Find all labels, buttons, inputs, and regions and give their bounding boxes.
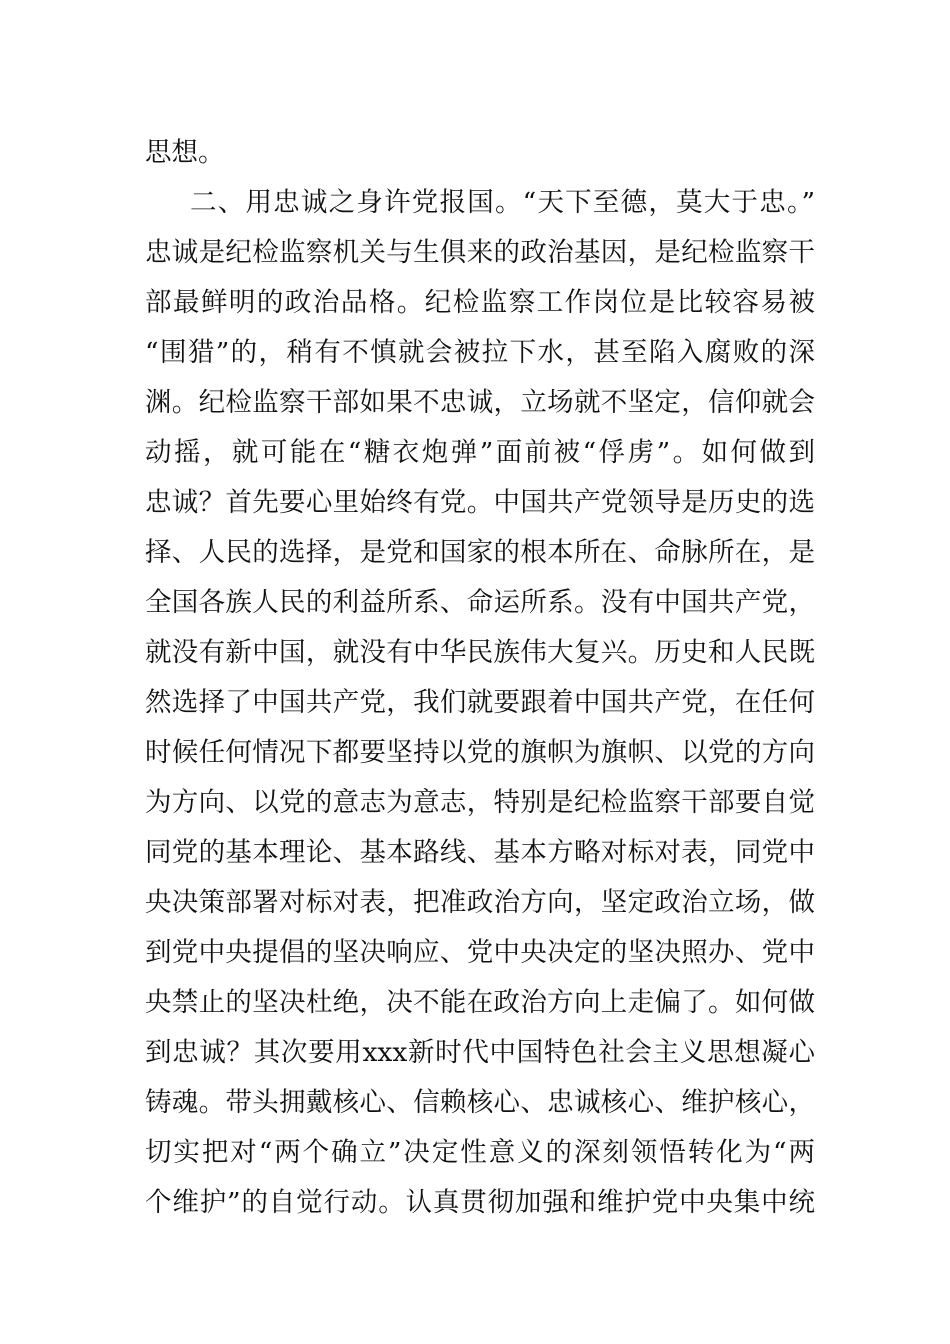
text-line: 铸魂。带头拥戴核心、信赖核心、忠诚核心、维护核心， bbox=[145, 1087, 815, 1118]
text-line: 切实把对“两个确立”决定性意义的深刻领悟转化为“两 bbox=[145, 1137, 815, 1168]
text-line: 渊。纪检监察干部如果不忠诚，立场就不坚定，信仰就会 bbox=[145, 387, 815, 418]
text-line: 然选择了中国共产党，我们就要跟着中国共产党，在任何 bbox=[145, 687, 815, 718]
text-line: 个维护”的自觉行动。认真贯彻加强和维护党中央集中统 bbox=[145, 1187, 815, 1218]
text-line: 央决策部署对标对表，把准政治方向，坚定政治立场，做 bbox=[145, 887, 815, 918]
text-line: 为方向、以党的意志为意志，特别是纪检监察干部要自觉 bbox=[145, 787, 815, 818]
text-line: 时候任何情况下都要坚持以党的旗帜为旗帜、以党的方向 bbox=[145, 737, 815, 768]
text-line: 同党的基本理论、基本路线、基本方略对标对表，同党中 bbox=[145, 837, 815, 868]
text-line: 择、人民的选择，是党和国家的根本所在、命脉所在，是 bbox=[145, 537, 815, 568]
text-line: 动摇，就可能在“糖衣炮弹”面前被“俘虏”。如何做到 bbox=[145, 437, 815, 468]
text-line: 央禁止的坚决杜绝，决不能在政治方向上走偏了。如何做 bbox=[145, 987, 815, 1018]
text-line: 到党中央提倡的坚决响应、党中央决定的坚决照办、党中 bbox=[145, 937, 815, 968]
text-line: 二、用忠诚之身许党报国。“天下至德，莫大于忠。” bbox=[190, 187, 815, 218]
document-body bbox=[145, 128, 815, 1228]
text-line: 忠诚是纪检监察机关与生俱来的政治基因，是纪检监察干 bbox=[145, 237, 815, 268]
text-line: 就没有新中国，就没有中华民族伟大复兴。历史和人民既 bbox=[145, 637, 815, 668]
text-line: “围猎”的，稍有不慎就会被拉下水，甚至陷入腐败的深 bbox=[145, 337, 815, 368]
text-line: 到忠诚？其次要用xxx新时代中国特色社会主义思想凝心 bbox=[145, 1037, 815, 1068]
text-line: 思想。 bbox=[145, 137, 225, 168]
text-line: 部最鲜明的政治品格。纪检监察工作岗位是比较容易被 bbox=[145, 287, 815, 318]
text-line: 全国各族人民的利益所系、命运所系。没有中国共产党， bbox=[145, 587, 815, 618]
text-line: 忠诚？首先要心里始终有党。中国共产党领导是历史的选 bbox=[145, 487, 815, 518]
